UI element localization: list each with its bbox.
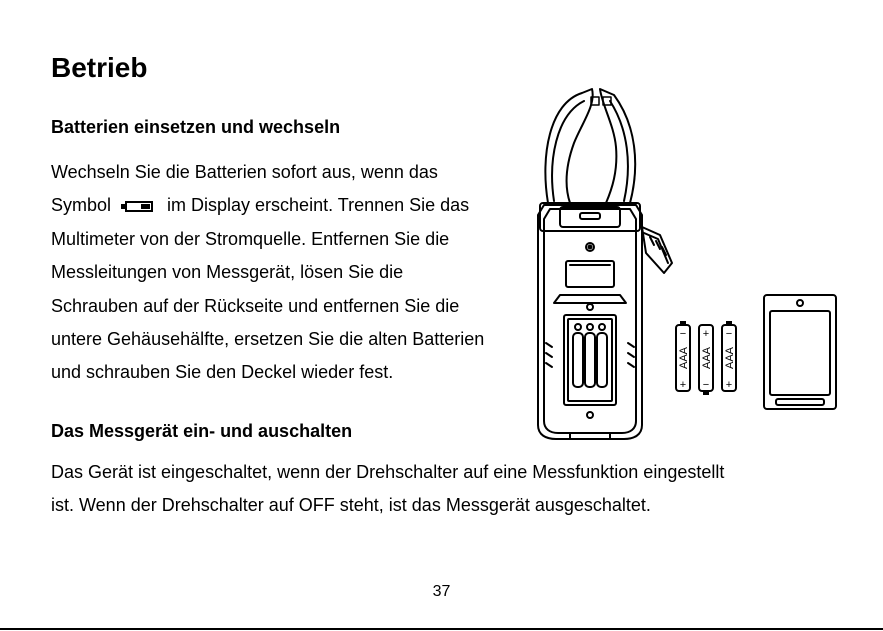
battery-cover (764, 295, 836, 409)
battery-low-icon (125, 201, 153, 212)
text-fragment: Symbol (51, 195, 112, 216)
text-line: Messleitungen von Messgerät, lösen Sie die (51, 262, 404, 283)
section-heading-power: Das Messgerät ein- und auschalten (51, 421, 353, 441)
battery-label: AAA (678, 346, 690, 370)
battery-minus-sign: − (679, 328, 687, 340)
text-fragment: im Display erscheint. Trennen Sie das (167, 195, 470, 216)
battery-plus-sign: + (679, 379, 687, 391)
battery-instructions (51, 156, 484, 390)
power-instructions (51, 456, 724, 523)
text-line: Multimeter von der Stromquelle. Entfernen Sie die (51, 228, 450, 249)
text-line: Das Gerät ist eingeschaltet, wenn der Drehschalter auf eine Messfunktion eingestellt (51, 462, 725, 482)
text-line: untere Gehäusehälfte, ersetzen Sie die alten Batterien (51, 329, 485, 350)
page-number: 37 (432, 583, 451, 600)
page-title: Betrieb (51, 52, 148, 83)
battery-minus-sign: − (725, 328, 733, 340)
text-line: Schrauben auf der Rückseite und entfernen Sie die (51, 295, 460, 316)
clamp-meter-illustration (530, 85, 875, 445)
battery-label: AAA (724, 346, 736, 370)
text-line: Wechseln Sie die Batterien sofort aus, wenn das (51, 162, 438, 182)
text-line: ist. Wenn der Drehschalter auf OFF steht, ist das Messgerät ausgeschaltet. (51, 495, 651, 516)
battery-minus-sign: − (702, 379, 710, 391)
battery-plus-sign: + (725, 379, 733, 391)
battery-label: AAA (701, 346, 713, 370)
clamp-jaws (545, 89, 635, 203)
battery-plus-sign: + (702, 328, 710, 340)
meter-body (538, 203, 672, 439)
footer-rule (0, 628, 883, 630)
section-heading-batteries: Batterien einsetzen und wechseln (51, 117, 341, 137)
text-line (51, 189, 484, 222)
text-line: und schrauben Sie den Deckel wieder fest. (51, 362, 394, 383)
